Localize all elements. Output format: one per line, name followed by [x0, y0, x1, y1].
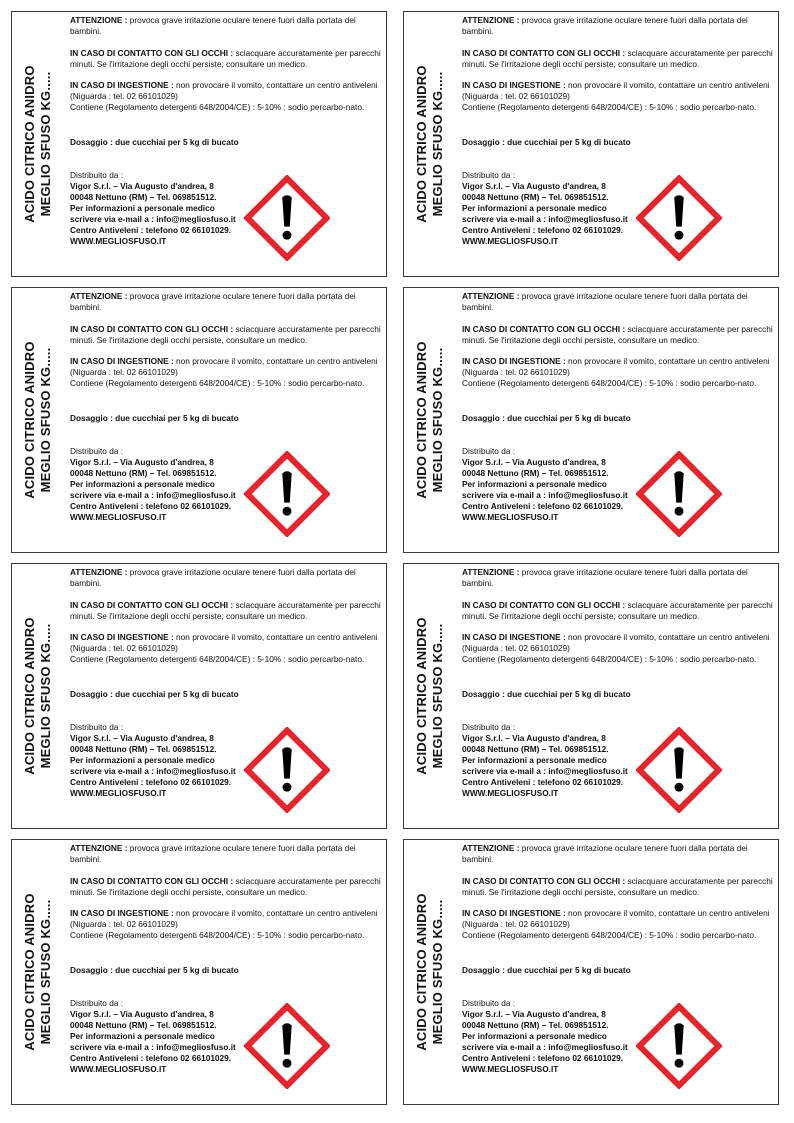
eye-contact-paragraph: [70, 48, 382, 70]
dosage-text: [70, 137, 382, 148]
warning-text: provoca grave irritazione oculare tenere fuori dalla portata dei bambini.: [462, 15, 748, 36]
ingestion-paragraph: [462, 356, 774, 378]
label-text-block: [462, 15, 774, 247]
warning-text: provoca grave irritazione oculare tenere fuori dalla portata dei bambini.: [462, 843, 748, 864]
company-line: Vigor S.r.l. – Via Augusto d'andrea, 8: [462, 1009, 606, 1019]
eye-contact-paragraph: [70, 600, 382, 622]
label-text-block: [70, 15, 382, 247]
product-title-line1: ACIDO CITRICO ANIDRO: [414, 341, 429, 499]
medical-info-line: Per informazioni a personale medico: [70, 1031, 215, 1041]
dosage-bold: Dosaggio : due cucchiai per 5 kg di bucato: [70, 413, 239, 423]
warning-text: provoca grave irritazione oculare tenere fuori dalla portata dei bambini.: [70, 291, 356, 312]
label-text-block: [70, 291, 382, 523]
warning-paragraph: [462, 15, 774, 37]
ghs-exclamation-mark-icon: [636, 1003, 722, 1089]
product-title: [414, 295, 446, 545]
ingestion-paragraph: [70, 632, 382, 654]
product-label: [403, 563, 779, 829]
dosage-bold: Dosaggio : due cucchiai per 5 kg di bucato: [70, 689, 239, 699]
ingestion-text: non provocare il vomito, contattare un centro antiveleni (Niguarda : tel. 02 66101029): [462, 632, 770, 653]
address-line: 00048 Nettuno (RM) – Tel. 069851512.: [70, 744, 217, 754]
dosage-text: [462, 137, 774, 148]
ingestion-text: non provocare il vomito, contattare un centro antiveleni (Niguarda : tel. 02 66101029): [462, 356, 770, 377]
eye-contact-title: IN CASO DI CONTATTO CON GLI OCCHI :: [462, 876, 626, 886]
address-line: 00048 Nettuno (RM) – Tel. 069851512.: [70, 1020, 217, 1030]
label-title-column: [12, 288, 64, 552]
address-line: 00048 Nettuno (RM) – Tel. 069851512.: [462, 1020, 609, 1030]
label-title-column: [12, 840, 64, 1104]
ingestion-text: non provocare il vomito, contattare un centro antiveleni (Niguarda : tel. 02 66101029): [462, 80, 770, 101]
product-title-line1: ACIDO CITRICO ANIDRO: [22, 617, 37, 775]
email-line: scrivere via e-mail a : info@megliosfuso.it: [462, 490, 628, 500]
eye-contact-paragraph: [462, 876, 774, 898]
poison-center-line: Centro Antiveleni : telefono 02 66101029.: [70, 501, 232, 511]
warning-title: ATTENZIONE :: [70, 843, 128, 853]
dosage-bold: Dosaggio : due cucchiai per 5 kg di bucato: [70, 137, 239, 147]
ingestion-title: IN CASO DI INGESTIONE :: [462, 908, 566, 918]
eye-contact-paragraph: [70, 876, 382, 898]
eye-contact-paragraph: [462, 48, 774, 70]
poison-center-line: Centro Antiveleni : telefono 02 66101029.: [462, 225, 624, 235]
product-title: [22, 571, 54, 821]
product-title: [414, 19, 446, 269]
contains-text: Contiene (Regolamento detergenti 648/2004/CE) : 5-10% : sodio percarbo-nato.: [70, 102, 365, 112]
eye-contact-text: sciacquare accuratamente per parecchi minuti. Se l'irritazione degli occhi persiste, consultare un medico.: [462, 48, 773, 69]
warning-title: ATTENZIONE :: [70, 15, 128, 25]
ingestion-title: IN CASO DI INGESTIONE :: [70, 908, 174, 918]
warning-title: ATTENZIONE :: [70, 567, 128, 577]
ghs-exclamation-mark-icon: [636, 451, 722, 537]
website-line: WWW.MEGLIOSFUSO.IT: [70, 1064, 167, 1074]
product-label: [403, 11, 779, 277]
ghs-exclamation-mark-icon: [244, 727, 330, 813]
eye-contact-text: sciacquare accuratamente per parecchi minuti. Se l'irritazione degli occhi persiste, consultare un medico.: [70, 324, 381, 345]
distributed-by-label: Distribuito da :: [70, 170, 124, 180]
label-title-column: [404, 288, 456, 552]
ingestion-title: IN CASO DI INGESTIONE :: [70, 356, 174, 366]
product-label: [11, 563, 387, 829]
warning-paragraph: [70, 15, 382, 37]
label-text-block: [70, 843, 382, 1075]
warning-text: provoca grave irritazione oculare tenere fuori dalla portata dei bambini.: [70, 567, 356, 588]
company-line: Vigor S.r.l. – Via Augusto d'andrea, 8: [462, 181, 606, 191]
label-title-column: [404, 564, 456, 828]
contains-text: Contiene (Regolamento detergenti 648/2004/CE) : 5-10% : sodio percarbo-nato.: [462, 378, 757, 388]
product-title: [22, 19, 54, 269]
warning-paragraph: [70, 843, 382, 865]
distributed-by-label: Distribuito da :: [462, 446, 516, 456]
product-label: [11, 839, 387, 1105]
ingestion-title: IN CASO DI INGESTIONE :: [70, 632, 174, 642]
warning-text: provoca grave irritazione oculare tenere fuori dalla portata dei bambini.: [70, 843, 356, 864]
warning-title: ATTENZIONE :: [462, 843, 520, 853]
dosage-text: [70, 965, 382, 976]
poison-center-line: Centro Antiveleni : telefono 02 66101029.: [70, 777, 232, 787]
ghs-exclamation-mark-icon: [244, 451, 330, 537]
contains-text: Contiene (Regolamento detergenti 648/2004/CE) : 5-10% : sodio percarbo-nato.: [70, 378, 365, 388]
poison-center-line: Centro Antiveleni : telefono 02 66101029.: [462, 501, 624, 511]
dosage-bold: Dosaggio : due cucchiai per 5 kg di bucato: [462, 689, 631, 699]
ingestion-paragraph: [462, 908, 774, 930]
address-line: 00048 Nettuno (RM) – Tel. 069851512.: [70, 468, 217, 478]
product-title-line2: MEGLIO SFUSO KG.....: [38, 899, 53, 1045]
warning-paragraph: [70, 291, 382, 313]
dosage-text: [462, 413, 774, 424]
company-line: Vigor S.r.l. – Via Augusto d'andrea, 8: [70, 181, 214, 191]
warning-title: ATTENZIONE :: [462, 15, 520, 25]
eye-contact-text: sciacquare accuratamente per parecchi minuti. Se l'irritazione degli occhi persiste, consultare un medico.: [70, 876, 381, 897]
distributed-by-label: Distribuito da :: [462, 722, 516, 732]
dosage-text: [462, 965, 774, 976]
company-line: Vigor S.r.l. – Via Augusto d'andrea, 8: [70, 457, 214, 467]
ingestion-text: non provocare il vomito, contattare un centro antiveleni (Niguarda : tel. 02 66101029): [70, 632, 378, 653]
ingestion-text: non provocare il vomito, contattare un centro antiveleni (Niguarda : tel. 02 66101029): [462, 908, 770, 929]
product-title-line2: MEGLIO SFUSO KG.....: [38, 71, 53, 217]
email-line: scrivere via e-mail a : info@megliosfuso.it: [462, 214, 628, 224]
product-label: [403, 839, 779, 1105]
contains-text: Contiene (Regolamento detergenti 648/2004/CE) : 5-10% : sodio percarbo-nato.: [462, 654, 757, 664]
contains-text: Contiene (Regolamento detergenti 648/2004/CE) : 5-10% : sodio percarbo-nato.: [462, 102, 757, 112]
address-line: 00048 Nettuno (RM) – Tel. 069851512.: [462, 744, 609, 754]
website-line: WWW.MEGLIOSFUSO.IT: [462, 1064, 559, 1074]
company-line: Vigor S.r.l. – Via Augusto d'andrea, 8: [462, 733, 606, 743]
eye-contact-text: sciacquare accuratamente per parecchi minuti. Se l'irritazione degli occhi persiste, consultare un medico.: [462, 600, 773, 621]
warning-title: ATTENZIONE :: [462, 291, 520, 301]
ingestion-text: non provocare il vomito, contattare un centro antiveleni (Niguarda : tel. 02 66101029): [70, 356, 378, 377]
eye-contact-text: sciacquare accuratamente per parecchi minuti. Se l'irritazione degli occhi persiste, consultare un medico.: [70, 48, 381, 69]
product-title-line2: MEGLIO SFUSO KG.....: [38, 623, 53, 769]
product-label: [403, 287, 779, 553]
company-line: Vigor S.r.l. – Via Augusto d'andrea, 8: [462, 457, 606, 467]
eye-contact-title: IN CASO DI CONTATTO CON GLI OCCHI :: [70, 876, 234, 886]
product-title: [414, 571, 446, 821]
product-title-line2: MEGLIO SFUSO KG.....: [430, 899, 445, 1045]
ghs-exclamation-mark-icon: [636, 175, 722, 261]
product-title-line2: MEGLIO SFUSO KG.....: [430, 623, 445, 769]
medical-info-line: Per informazioni a personale medico: [462, 1031, 607, 1041]
eye-contact-paragraph: [70, 324, 382, 346]
product-title-line1: ACIDO CITRICO ANIDRO: [414, 617, 429, 775]
email-line: scrivere via e-mail a : info@megliosfuso.it: [70, 766, 236, 776]
product-title: [22, 295, 54, 545]
email-line: scrivere via e-mail a : info@megliosfuso.it: [70, 1042, 236, 1052]
medical-info-line: Per informazioni a personale medico: [70, 203, 215, 213]
eye-contact-text: sciacquare accuratamente per parecchi minuti. Se l'irritazione degli occhi persiste, consultare un medico.: [462, 876, 773, 897]
product-label: [11, 11, 387, 277]
poison-center-line: Centro Antiveleni : telefono 02 66101029.: [70, 225, 232, 235]
address-line: 00048 Nettuno (RM) – Tel. 069851512.: [70, 192, 217, 202]
website-line: WWW.MEGLIOSFUSO.IT: [462, 236, 559, 246]
label-text-block: [462, 567, 774, 799]
medical-info-line: Per informazioni a personale medico: [70, 755, 215, 765]
ingestion-paragraph: [70, 908, 382, 930]
label-title-column: [12, 12, 64, 276]
ingestion-paragraph: [462, 80, 774, 102]
eye-contact-title: IN CASO DI CONTATTO CON GLI OCCHI :: [70, 600, 234, 610]
distributed-by-label: Distribuito da :: [70, 446, 124, 456]
eye-contact-title: IN CASO DI CONTATTO CON GLI OCCHI :: [462, 324, 626, 334]
distributed-by-label: Distribuito da :: [70, 998, 124, 1008]
dosage-text: [70, 689, 382, 700]
ingestion-paragraph: [70, 80, 382, 102]
ingestion-title: IN CASO DI INGESTIONE :: [462, 632, 566, 642]
ingestion-text: non provocare il vomito, contattare un centro antiveleni (Niguarda : tel. 02 66101029): [70, 80, 378, 101]
product-title-line1: ACIDO CITRICO ANIDRO: [22, 341, 37, 499]
dosage-text: [462, 689, 774, 700]
ingestion-paragraph: [462, 632, 774, 654]
ingestion-title: IN CASO DI INGESTIONE :: [462, 80, 566, 90]
warning-paragraph: [462, 843, 774, 865]
eye-contact-paragraph: [462, 324, 774, 346]
medical-info-line: Per informazioni a personale medico: [462, 755, 607, 765]
contains-text: Contiene (Regolamento detergenti 648/2004/CE) : 5-10% : sodio percarbo-nato.: [70, 654, 365, 664]
eye-contact-title: IN CASO DI CONTATTO CON GLI OCCHI :: [462, 600, 626, 610]
dosage-bold: Dosaggio : due cucchiai per 5 kg di bucato: [462, 965, 631, 975]
warning-paragraph: [462, 291, 774, 313]
product-title-line1: ACIDO CITRICO ANIDRO: [414, 65, 429, 223]
label-title-column: [12, 564, 64, 828]
product-label: [11, 287, 387, 553]
label-text-block: [70, 567, 382, 799]
email-line: scrivere via e-mail a : info@megliosfuso.it: [462, 766, 628, 776]
dosage-text: [70, 413, 382, 424]
label-text-block: [462, 843, 774, 1075]
distributed-by-label: Distribuito da :: [462, 170, 516, 180]
product-title: [22, 847, 54, 1097]
warning-title: ATTENZIONE :: [462, 567, 520, 577]
eye-contact-title: IN CASO DI CONTATTO CON GLI OCCHI :: [70, 48, 234, 58]
ingestion-title: IN CASO DI INGESTIONE :: [462, 356, 566, 366]
warning-title: ATTENZIONE :: [70, 291, 128, 301]
product-title: [414, 847, 446, 1097]
warning-text: provoca grave irritazione oculare tenere fuori dalla portata dei bambini.: [462, 567, 748, 588]
product-title-line1: ACIDO CITRICO ANIDRO: [414, 893, 429, 1051]
medical-info-line: Per informazioni a personale medico: [462, 479, 607, 489]
poison-center-line: Centro Antiveleni : telefono 02 66101029.: [462, 777, 624, 787]
eye-contact-title: IN CASO DI CONTATTO CON GLI OCCHI :: [462, 48, 626, 58]
company-line: Vigor S.r.l. – Via Augusto d'andrea, 8: [70, 733, 214, 743]
ingestion-paragraph: [70, 356, 382, 378]
warning-paragraph: [462, 567, 774, 589]
warning-paragraph: [70, 567, 382, 589]
website-line: WWW.MEGLIOSFUSO.IT: [70, 788, 167, 798]
address-line: 00048 Nettuno (RM) – Tel. 069851512.: [462, 468, 609, 478]
product-title-line1: ACIDO CITRICO ANIDRO: [22, 65, 37, 223]
eye-contact-text: sciacquare accuratamente per parecchi minuti. Se l'irritazione degli occhi persiste, consultare un medico.: [462, 324, 773, 345]
contains-text: Contiene (Regolamento detergenti 648/2004/CE) : 5-10% : sodio percarbo-nato.: [462, 930, 757, 940]
website-line: WWW.MEGLIOSFUSO.IT: [70, 512, 167, 522]
product-title-line1: ACIDO CITRICO ANIDRO: [22, 893, 37, 1051]
distributed-by-label: Distribuito da :: [462, 998, 516, 1008]
eye-contact-paragraph: [462, 600, 774, 622]
company-line: Vigor S.r.l. – Via Augusto d'andrea, 8: [70, 1009, 214, 1019]
email-line: scrivere via e-mail a : info@megliosfuso.it: [70, 214, 236, 224]
dosage-bold: Dosaggio : due cucchiai per 5 kg di bucato: [462, 413, 631, 423]
label-title-column: [404, 840, 456, 1104]
website-line: WWW.MEGLIOSFUSO.IT: [462, 788, 559, 798]
eye-contact-title: IN CASO DI CONTATTO CON GLI OCCHI :: [70, 324, 234, 334]
product-title-line2: MEGLIO SFUSO KG.....: [430, 347, 445, 493]
poison-center-line: Centro Antiveleni : telefono 02 66101029.: [462, 1053, 624, 1063]
product-title-line2: MEGLIO SFUSO KG.....: [430, 71, 445, 217]
distributed-by-label: Distribuito da :: [70, 722, 124, 732]
ghs-exclamation-mark-icon: [636, 727, 722, 813]
warning-text: provoca grave irritazione oculare tenere fuori dalla portata dei bambini.: [70, 15, 356, 36]
email-line: scrivere via e-mail a : info@megliosfuso.it: [462, 1042, 628, 1052]
ghs-exclamation-mark-icon: [244, 175, 330, 261]
ingestion-title: IN CASO DI INGESTIONE :: [70, 80, 174, 90]
label-text-block: [462, 291, 774, 523]
email-line: scrivere via e-mail a : info@megliosfuso.it: [70, 490, 236, 500]
ghs-exclamation-mark-icon: [244, 1003, 330, 1089]
warning-text: provoca grave irritazione oculare tenere fuori dalla portata dei bambini.: [462, 291, 748, 312]
eye-contact-text: sciacquare accuratamente per parecchi minuti. Se l'irritazione degli occhi persiste, consultare un medico.: [70, 600, 381, 621]
label-title-column: [404, 12, 456, 276]
medical-info-line: Per informazioni a personale medico: [462, 203, 607, 213]
poison-center-line: Centro Antiveleni : telefono 02 66101029.: [70, 1053, 232, 1063]
contains-text: Contiene (Regolamento detergenti 648/2004/CE) : 5-10% : sodio percarbo-nato.: [70, 930, 365, 940]
dosage-bold: Dosaggio : due cucchiai per 5 kg di bucato: [462, 137, 631, 147]
product-title-line2: MEGLIO SFUSO KG.....: [38, 347, 53, 493]
website-line: WWW.MEGLIOSFUSO.IT: [70, 236, 167, 246]
website-line: WWW.MEGLIOSFUSO.IT: [462, 512, 559, 522]
ingestion-text: non provocare il vomito, contattare un centro antiveleni (Niguarda : tel. 02 66101029): [70, 908, 378, 929]
dosage-bold: Dosaggio : due cucchiai per 5 kg di bucato: [70, 965, 239, 975]
address-line: 00048 Nettuno (RM) – Tel. 069851512.: [462, 192, 609, 202]
medical-info-line: Per informazioni a personale medico: [70, 479, 215, 489]
